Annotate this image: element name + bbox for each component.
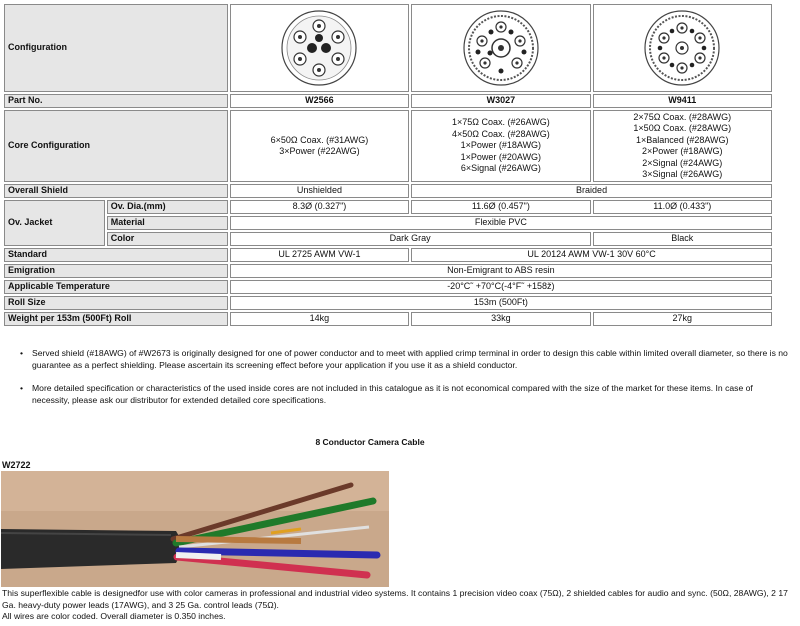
cable-cross-section-icon: [642, 8, 722, 88]
material-label: Material: [107, 216, 228, 230]
color-dark-gray: Dark Gray: [230, 232, 591, 246]
note-specification: • More detailed specification or characteristics of the used inside cores are not included in this catalogue as it is not economical compared with the size of the market for these items. In case of necessity, please ask our distributor for extended detailed core specifications.: [20, 383, 790, 406]
core-config-w3027: [411, 110, 590, 182]
roll-size-row: [4, 296, 772, 310]
section-title: 8 Conductor Camera Cable: [315, 437, 425, 447]
shield-w2566: Unshielded: [230, 184, 409, 198]
ov-dia-w3027: 11.6Ø (0.457"): [411, 200, 590, 214]
ov-dia-label: Ov. Dia.(mm): [107, 200, 228, 214]
material-row: [4, 216, 772, 230]
description-line-1: This superflexible cable is designedfor use with color cameras in professional and industrial video systems. It contains 1 precision video coax (75Ω), 2 shielded cables for audio and sync. (50Ω, 28AWG), 2 17 Ga. heavy-duty power leads (17AWG), and 3 25 Ga. control leads (75Ω).: [2, 588, 788, 610]
core-line: 1×Power (#18AWG): [460, 140, 542, 151]
core-configuration-row: [4, 110, 772, 182]
core-config-w9411: [593, 110, 772, 182]
standard-row: [4, 248, 772, 262]
core-line: 1×Power (#20AWG): [460, 151, 542, 162]
color-row: [4, 232, 772, 246]
cable-photo: [1, 471, 389, 587]
description-line-2: All wires are color coded. Overall diameter is 0.350 inches.: [2, 611, 226, 621]
configuration-label: Configuration: [4, 4, 228, 92]
cross-section-w9411: [593, 4, 772, 92]
configuration-row: [4, 4, 772, 92]
core-line: 1×75Ω Coax. (#26AWG): [452, 117, 550, 128]
part-number-w2566: W2566: [230, 94, 409, 108]
part-number-w9411: W9411: [593, 94, 772, 108]
weight-w9411: 27kg: [593, 312, 772, 326]
overall-shield-label: Overall Shield: [4, 184, 228, 198]
notes-list: [20, 348, 790, 418]
standard-others: UL 20124 AWM VW-1 30V 60°C: [411, 248, 772, 262]
note-shield: • Served shield (#18AWG) of #W2673 is originally designed for one of power conductor and to meet with applied crimp terminal in order to design this cable within limited overall diameter, so there is no guarantee as a perfect shielding. Please ascertain its screening effect before your application if you use it as a shield conductor.: [20, 348, 790, 371]
part-number-w3027: W3027: [411, 94, 590, 108]
spec-table: [2, 2, 774, 328]
emigration-value: Non-Emigrant to ABS resin: [230, 264, 772, 278]
ov-dia-w9411: 11.0Ø (0.433"): [593, 200, 772, 214]
weight-w2566: 14kg: [230, 312, 409, 326]
part-code: W2722: [2, 460, 31, 470]
core-line: 2×Signal (#24AWG): [642, 157, 723, 168]
cross-section-w3027: [411, 4, 590, 92]
core-line: 3×Power (#22AWG): [279, 146, 360, 156]
ov-dia-row: [4, 200, 772, 214]
material-value: Flexible PVC: [230, 216, 772, 230]
cable-cross-section-icon: [461, 8, 541, 88]
core-line: 3×Signal (#26AWG): [642, 169, 723, 179]
core-line: 2×75Ω Coax. (#28AWG): [633, 111, 732, 122]
temperature-value: -20°C˜ +70°C(-4°F˜ +158ž): [230, 280, 772, 294]
core-line: 6×Signal (#26AWG): [460, 163, 541, 174]
cross-section-w2566: [230, 4, 409, 92]
overall-shield-row: [4, 184, 772, 198]
color-label: Color: [107, 232, 228, 246]
core-line: 1×50Ω Coax. (#28AWG): [633, 123, 732, 133]
emigration-row: [4, 264, 772, 278]
ov-jacket-label: Ov. Jacket: [4, 200, 105, 246]
core-config-w2566: [230, 110, 409, 182]
standard-label: Standard: [4, 248, 228, 262]
temperature-row: [4, 280, 772, 294]
weight-w3027: 33kg: [411, 312, 590, 326]
core-configuration-label: Core Configuration: [4, 110, 228, 182]
core-line: 4×50Ω Coax. (#28AWG): [452, 128, 550, 139]
weight-label: Weight per 153m (500Ft) Roll: [4, 312, 228, 326]
temperature-label: Applicable Temperature: [4, 280, 228, 294]
cable-description: [2, 588, 792, 623]
emigration-label: Emigration: [4, 264, 228, 278]
core-line: 6×50Ω Coax. (#31AWG): [270, 134, 369, 145]
shield-braided: Braided: [411, 184, 772, 198]
roll-size-value: 153m (500Ft): [230, 296, 772, 310]
cable-cross-section-icon: [279, 8, 359, 88]
ov-dia-w2566: 8.3Ø (0.327"): [230, 200, 409, 214]
part-no-label: Part No.: [4, 94, 228, 108]
color-black: Black: [593, 232, 772, 246]
core-line: 2×Power (#18AWG): [642, 146, 723, 156]
weight-row: [4, 312, 772, 326]
standard-w2566: UL 2725 AWM VW-1: [230, 248, 409, 262]
core-line: 1×Balanced (#28AWG): [636, 134, 729, 145]
part-number-row: [4, 94, 772, 108]
roll-size-label: Roll Size: [4, 296, 228, 310]
